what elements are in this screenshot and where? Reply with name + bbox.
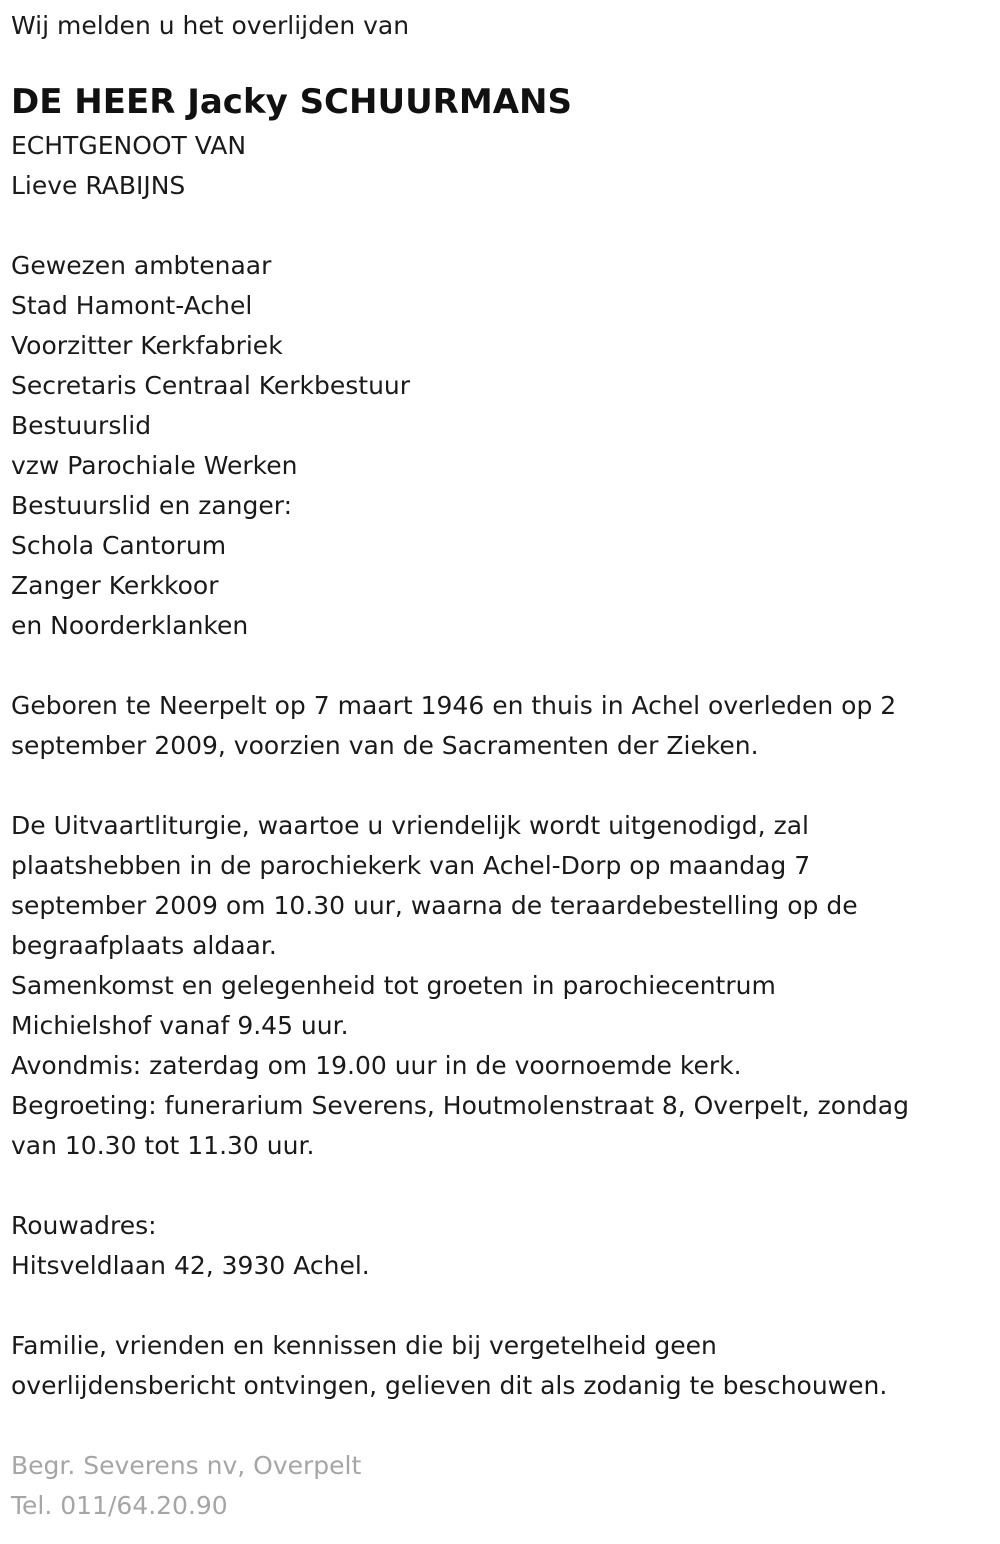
birth-line: Geboren te Neerpelt op 7 maart 1946 en thuis in Achel overleden op 2: [11, 691, 897, 720]
notice-paragraph: [11, 1326, 986, 1406]
footer-phone: Tel. 011/64.20.90: [11, 1491, 228, 1520]
funeral-line: De Uitvaartliturgie, waartoe u vriendelijk wordt uitgenodigd, zal: [11, 811, 809, 840]
title-line: Secretaris Centraal Kerkbestuur: [11, 371, 411, 400]
title-line: Stad Hamont-Achel: [11, 291, 253, 320]
spacer: [11, 1406, 986, 1446]
funeral-line: begraafplaats aldaar.: [11, 931, 277, 960]
death-notice: [11, 6, 986, 1526]
footer-company: Begr. Severens nv, Overpelt: [11, 1451, 362, 1480]
notice-line: Familie, vrienden en kennissen die bij vergetelheid geen: [11, 1331, 717, 1360]
deceased-name: [11, 46, 986, 126]
funeral-line: plaatshebben in de parochiekerk van Achel-Dorp op maandag 7: [11, 851, 811, 880]
spacer: [11, 1286, 986, 1326]
mourning-address: [11, 1206, 986, 1286]
footer: [11, 1446, 986, 1526]
title-line: Bestuurslid: [11, 411, 152, 440]
address-value: Hitsveldlaan 42, 3930 Achel.: [11, 1251, 370, 1280]
funeral-line: Samenkomst en gelegenheid tot groeten in parochiecentrum: [11, 971, 776, 1000]
title-line: Zanger Kerkkoor: [11, 571, 219, 600]
birth-paragraph: [11, 686, 986, 766]
spacer: [11, 766, 986, 806]
funeral-line: Michielshof vanaf 9.45 uur.: [11, 1011, 349, 1040]
spouse-label: ECHTGENOOT VAN: [11, 131, 247, 160]
spouse-name: Lieve RABIJNS: [11, 171, 186, 200]
spacer: [11, 206, 986, 246]
title-line: en Noorderklanken: [11, 611, 249, 640]
funeral-line: Avondmis: zaterdag om 19.00 uur in de voornoemde kerk.: [11, 1051, 742, 1080]
titles-list: [11, 246, 986, 646]
deceased-name-text: DE HEER Jacky SCHUURMANS: [11, 82, 572, 122]
title-line: Bestuurslid en zanger:: [11, 491, 293, 520]
birth-line: september 2009, voorzien van de Sacramenten der Zieken.: [11, 731, 759, 760]
funeral-line: Begroeting: funerarium Severens, Houtmolenstraat 8, Overpelt, zondag: [11, 1091, 909, 1120]
notice-line: overlijdensbericht ontvingen, gelieven dit als zodanig te beschouwen.: [11, 1371, 888, 1400]
funeral-line: van 10.30 tot 11.30 uur.: [11, 1131, 315, 1160]
funeral-paragraph: [11, 806, 986, 1166]
title-line: Gewezen ambtenaar: [11, 251, 272, 280]
title-line: vzw Parochiale Werken: [11, 451, 298, 480]
address-label: Rouwadres:: [11, 1211, 157, 1240]
spacer: [11, 646, 986, 686]
title-line: Voorzitter Kerkfabriek: [11, 331, 283, 360]
spacer: [11, 1166, 986, 1206]
intro-text: Wij melden u het overlijden van: [11, 11, 410, 40]
title-line: Schola Cantorum: [11, 531, 227, 560]
funeral-line: september 2009 om 10.30 uur, waarna de teraardebestelling op de: [11, 891, 858, 920]
